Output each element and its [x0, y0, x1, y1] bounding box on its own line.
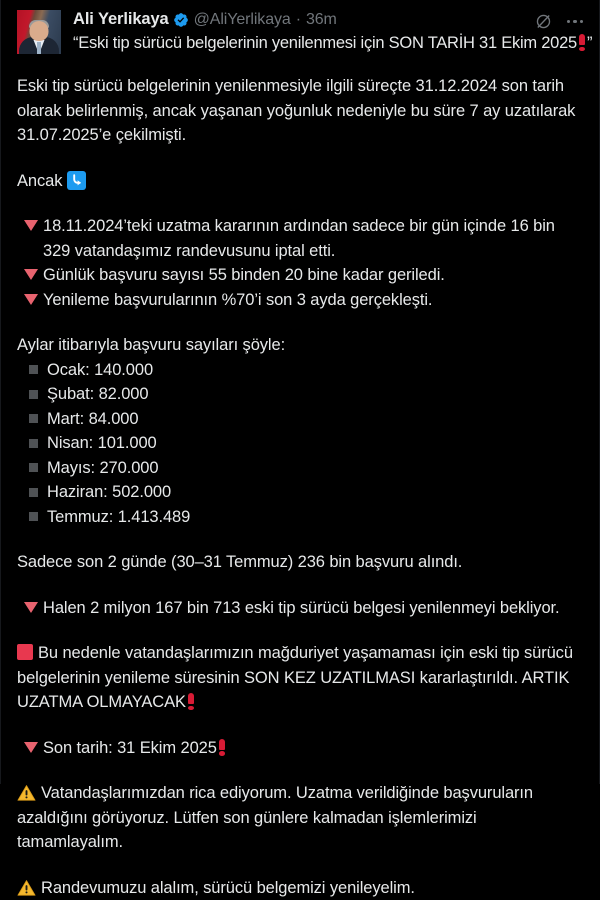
- list-item: [17, 480, 583, 505]
- list-item: [17, 431, 583, 456]
- post-timestamp[interactable]: 36m: [306, 11, 337, 29]
- paragraph-warning-1: [17, 781, 583, 855]
- stat-bullet-text: 18.11.2024’teki uzatma kararının ardından sadece bir gün içinde 16 bin 329 vatandaşımız randevusunu iptal etti.: [43, 214, 583, 263]
- red-square-emoji: [17, 644, 33, 660]
- list-item: [17, 596, 583, 621]
- stat-bullet-text: Günlük başvuru sayısı 55 binden 20 bine kadar geriledi.: [43, 263, 583, 288]
- list-item: [17, 214, 583, 263]
- red-triangle-icon: [24, 220, 38, 231]
- more-dot: [573, 20, 577, 24]
- post-body: [17, 74, 583, 900]
- list-item: [17, 505, 583, 530]
- verified-badge-icon: [173, 12, 189, 28]
- paragraph-warning-2: [17, 876, 583, 900]
- list-item: [17, 263, 583, 288]
- month-label: Nisan: 101.000: [47, 431, 157, 456]
- monthly-applications-list: [17, 358, 583, 530]
- list-item: [17, 288, 583, 313]
- square-bullet-icon: [29, 463, 38, 472]
- meta-separator: ·: [296, 11, 301, 29]
- square-bullet-icon: [29, 390, 38, 399]
- warning-triangle-emoji: [17, 879, 36, 897]
- exclamation-emoji: [579, 34, 585, 51]
- final-date-wrapper: [43, 736, 583, 761]
- list-item: [17, 407, 583, 432]
- warning-triangle-emoji: [17, 784, 36, 802]
- red-triangle-icon: [24, 742, 38, 753]
- square-bullet-icon: [29, 414, 38, 423]
- month-label: Haziran: 502.000: [47, 480, 171, 505]
- author-info: [73, 10, 583, 54]
- warning-1-text: Vatandaşlarımızdan rica ediyorum. Uzatma verildiğinde başvuruların azaldığını görüyoruz. Lütfen son günlere kalmadan işlemlerimizi tamamlayalım.: [17, 784, 533, 851]
- ancak-label: Ancak: [17, 172, 62, 190]
- post-header-actions: [534, 12, 584, 31]
- exclamation-emoji: [219, 739, 225, 756]
- months-heading: Aylar itibarıyla başvuru sayıları şöyle:: [17, 333, 583, 358]
- month-label: Mayıs: 270.000: [47, 456, 158, 481]
- avatar-tie: [37, 42, 41, 54]
- square-bullet-icon: [29, 512, 38, 521]
- paragraph-decision: [17, 641, 583, 715]
- post-title-line: [73, 33, 583, 54]
- more-options-icon[interactable]: [567, 12, 584, 31]
- month-label: Şubat: 82.000: [47, 382, 148, 407]
- author-avatar[interactable]: [17, 10, 61, 54]
- red-triangle-icon: [24, 294, 38, 305]
- square-bullet-icon: [29, 365, 38, 374]
- post-title-closing-quote: ”: [587, 34, 592, 52]
- list-item: [17, 358, 583, 383]
- more-dot: [580, 20, 584, 24]
- month-label: Temmuz: 1.413.489: [47, 505, 190, 530]
- red-triangle-icon: [24, 269, 38, 280]
- grok-icon[interactable]: [534, 12, 553, 31]
- avatar-face: [30, 21, 49, 41]
- more-dot: [567, 20, 571, 24]
- list-item: [17, 736, 583, 761]
- red-triangle-icon: [24, 602, 38, 613]
- final-date-block: [17, 736, 583, 761]
- warning-2-text: Randevumuzu alalım, sürücü belgemizi yenileyelim.: [41, 879, 415, 897]
- post-header: [17, 10, 583, 54]
- square-bullet-icon: [29, 488, 38, 497]
- square-bullet-icon: [29, 439, 38, 448]
- waiting-bullet-text: Halen 2 milyon 167 bin 713 eski tip sürücü belgesi yenilenmeyi bekliyor.: [43, 596, 583, 621]
- author-handle[interactable]: @AliYerlikaya: [194, 11, 291, 29]
- post-title-text: “Eski tip sürücü belgelerinin yenilenmesi için SON TARİH 31 Ekim 2025: [73, 34, 577, 52]
- month-label: Ocak: 140.000: [47, 358, 153, 383]
- stat-bullet-list: [17, 214, 583, 312]
- decision-text: Bu nedenle vatandaşlarımızın mağduriyet yaşamaması için eski tip sürücü belgelerinin yenileme süresinin SON KEZ UZATILMASI kararlaştırıldı. ARTIK UZATMA OLMAYACAK: [17, 644, 573, 711]
- author-display-name[interactable]: Ali Yerlikaya: [73, 10, 169, 29]
- list-item: [17, 456, 583, 481]
- month-label: Mart: 84.000: [47, 407, 138, 432]
- author-name-row: [73, 10, 583, 29]
- paragraph-intro: Eski tip sürücü belgelerinin yenilenmesiyle ilgili süreçte 31.12.2024 son tarih olarak belirlenmiş, ancak yaşanan yoğunluk nedeniyle bu süre 7 ay uzatılarak 31.07.2025’e çekilmişti.: [17, 74, 583, 148]
- exclamation-emoji: [188, 693, 194, 710]
- waiting-bullet-block: [17, 596, 583, 621]
- list-item: [17, 382, 583, 407]
- stat-bullet-text: Yenileme başvurularının %70’i son 3 ayda gerçekleşti.: [43, 288, 583, 313]
- arrow-down-right-emoji: [67, 171, 86, 190]
- paragraph-ancak: [17, 169, 583, 194]
- paragraph-last-two-days: Sadece son 2 günde (30–31 Temmuz) 236 bin başvuru alındı.: [17, 550, 583, 575]
- final-date-text: Son tarih: 31 Ekim 2025: [43, 739, 217, 757]
